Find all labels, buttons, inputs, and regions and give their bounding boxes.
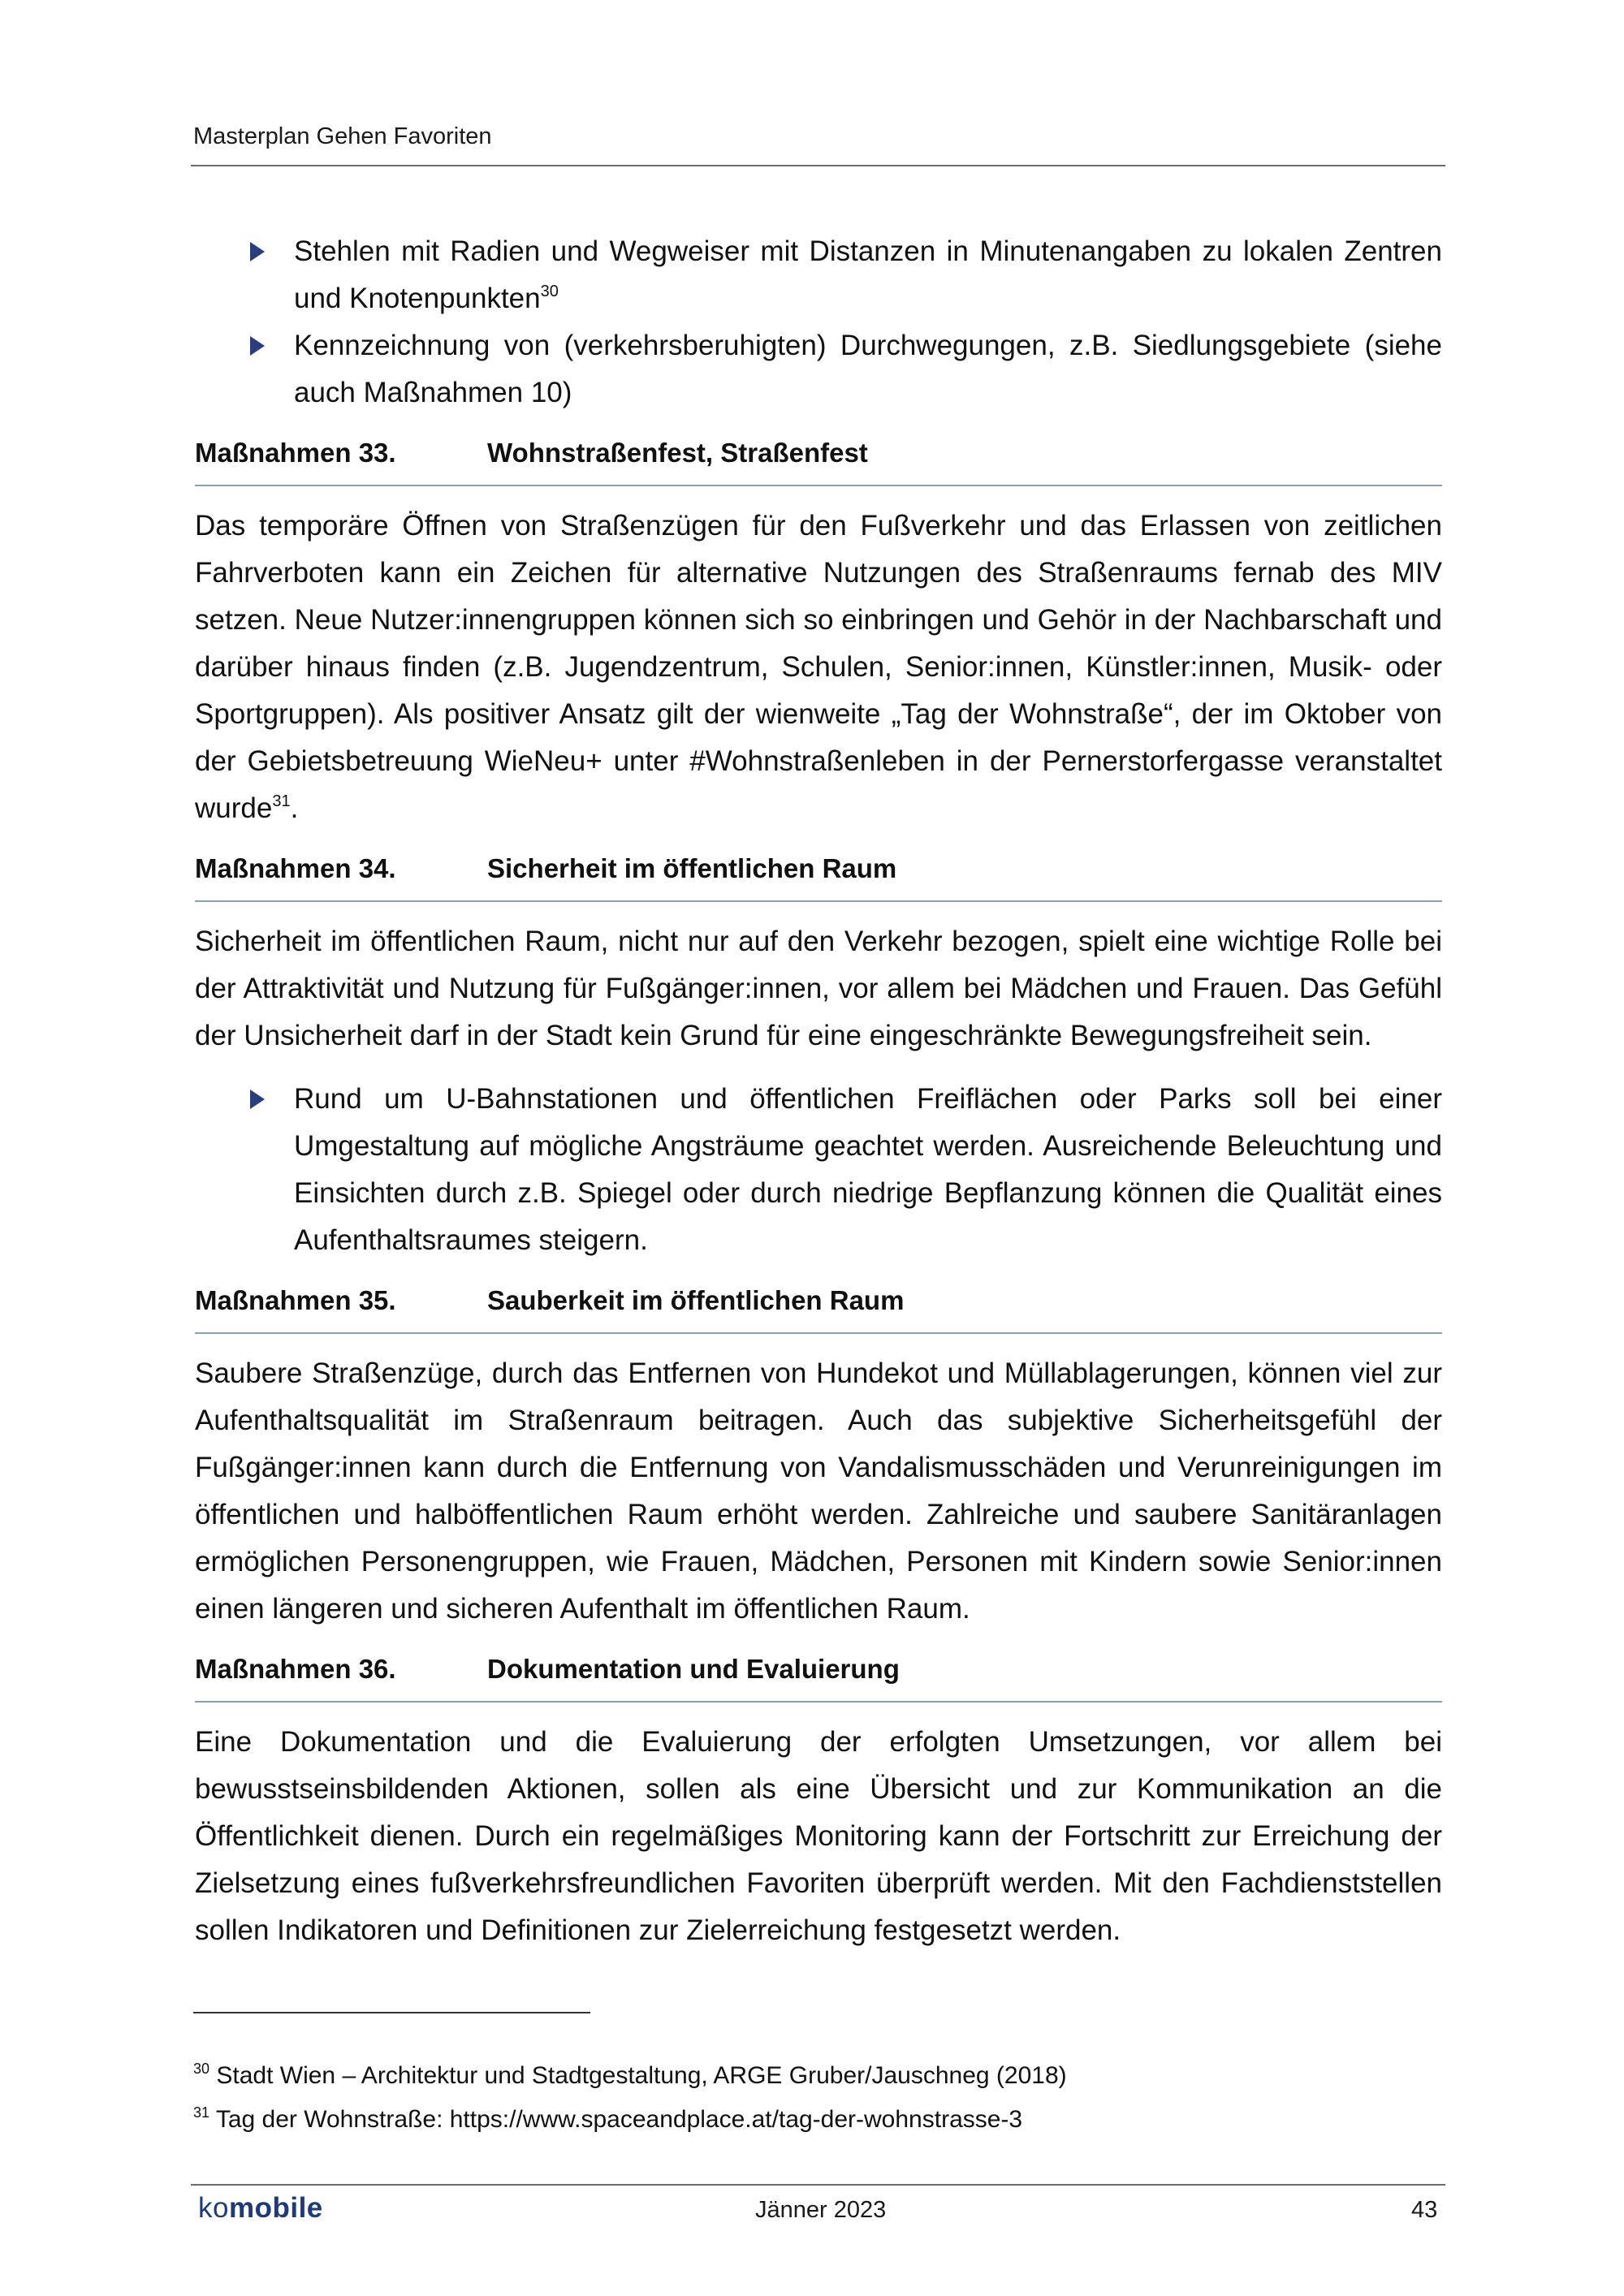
section-heading-34 <box>195 848 1442 902</box>
footnote-number: 30 <box>193 2061 210 2077</box>
footnote-ref[interactable]: 31 <box>272 792 291 810</box>
triangle-bullet-icon <box>250 1090 265 1109</box>
intro-bullet-list <box>195 228 1442 416</box>
section-number: Maßnahmen 36. <box>195 1654 396 1684</box>
list-item <box>294 322 1442 416</box>
footnote <box>193 2054 1444 2098</box>
header-divider <box>191 165 1445 166</box>
footnote-ref[interactable]: 30 <box>540 283 559 300</box>
footnote-text: Stadt Wien – Architektur und Stadtgestaltung, ARGE Gruber/Jauschneg (2018) <box>216 2062 1067 2089</box>
section-paragraph: Saubere Straßenzüge, durch das Entfernen von Hundekot und Müllablagerungen, können viel zur Aufenthaltsqualität im Straßenraum beitragen. Auch das subjektive Sicherheitsgefühl der Fußgänger:innen kann durch die Entfernung von Vandalismusschäden und Verunreinigungen im öffentlichen und halböffentlichen Raum erhöht werden. Zahlreiche und saubere Sanitäranlagen ermöglichen Personengruppen, wie Frauen, Mädchen, Personen mit Kindern sowie Senior:innen einen längeren und sicheren Aufenthalt im öffentlichen Raum. <box>195 1357 1442 1625</box>
footer-date: Jänner 2023 <box>755 2197 887 2223</box>
footnote <box>193 2098 1444 2142</box>
page-number: 43 <box>1411 2197 1438 2223</box>
section-paragraph: Sicherheit im öffentlichen Raum, nicht nur auf den Verkehr bezogen, spielt eine wichtige Rolle bei der Attraktivität und Nutzung für Fußgänger:innen, vor allem bei Mädchen und Frauen. Das Gefühl der Unsicherheit darf in der Stadt kein Grund für eine eingeschränkte Bewegungsfreiheit sein. <box>195 926 1442 1051</box>
main-content <box>195 228 1442 1954</box>
section-heading-33 <box>195 433 1442 486</box>
footnote-text: Tag der Wohnstraße: https://www.spaceandplace.at/tag-der-wohnstrasse-3 <box>215 2106 1023 2133</box>
section-title: Sicherheit im öffentlichen Raum <box>487 853 897 883</box>
section-paragraph: Eine Dokumentation und die Evaluierung der erfolgten Umsetzungen, vor allem bei bewusstseinsbildenden Aktionen, sollen als eine Übersicht und zur Kommunikation an die Öffentlichkeit dienen. Durch ein regelmäßiges Monitoring kann der Fortschritt zur Erreichung der Zielsetzung eines fußverkehrsfreundlichen Favoriten überprüft werden. Mit den Fachdienststellen sollen Indikatoren und Definitionen zur Zielerreichung festgesetzt werden. <box>195 1726 1442 1946</box>
triangle-bullet-icon <box>250 336 265 356</box>
section-number: Maßnahmen 34. <box>195 853 396 883</box>
komobile-logo: komobile <box>198 2192 323 2224</box>
bullet-text: Kennzeichnung von (verkehrsberuhigten) Durchwegungen, z.B. Siedlungsgebiete (siehe auch Maßnahmen 10) <box>294 330 1442 408</box>
section-paragraph: Das temporäre Öffnen von Straßenzügen für den Fußverkehr und das Erlassen von zeitlichen Fahrverboten kann ein Zeichen für alternative Nutzungen des Straßenraums fernab des MIV setzen. Neue Nutzer:innengruppen können sich so einbringen und Gehör in der Nachbarschaft und darüber hinaus finden (z.B. Jugendzentrum, Schulen, Senior:innen, Künstler:innen, Musik- oder Sportgruppen). Als positiver Ansatz gilt der wienweite „Tag der Wohnstraße“, der im Oktober von der Gebietsbetreuung WieNeu+ unter #Wohnstraßenleben in der Pernerstorfergasse veranstaltet wurde$^{31}$. <box>195 510 1442 824</box>
list-item <box>294 228 1442 322</box>
bullet-text: Rund um U-Bahnstationen und öffentlichen Freiflächen oder Parks soll bei einer Umgestaltung auf mögliche Angsträume geachtet werden. Ausreichende Beleuchtung und Einsichten durch z.B. Spiegel oder durch niedrige Bepflanzung können die Qualität eines Aufenthaltsraumes steigern. <box>294 1083 1442 1256</box>
section-number: Maßnahmen 35. <box>195 1285 396 1315</box>
bullet-text: Stehlen mit Radien und Wegweiser mit Distanzen in Minutenangaben zu lokalen Zentren und Knotenpunkten <box>294 235 1442 314</box>
footnote-divider <box>193 2012 590 2013</box>
triangle-bullet-icon <box>250 242 265 261</box>
section-title: Wohnstraßenfest, Straßenfest <box>487 438 868 468</box>
section-heading-35 <box>195 1280 1442 1334</box>
footnote-number: 31 <box>193 2104 210 2121</box>
running-header-title: Masterplan Gehen Favoriten <box>193 123 492 149</box>
section-title: Dokumentation und Evaluierung <box>487 1654 900 1684</box>
section-number: Maßnahmen 33. <box>195 438 396 468</box>
footnotes <box>193 2054 1444 2142</box>
footer-divider <box>191 2184 1445 2186</box>
section-bullet-list <box>195 1076 1442 1264</box>
section-heading-36 <box>195 1649 1442 1703</box>
list-item <box>294 1076 1442 1264</box>
section-title: Sauberkeit im öffentlichen Raum <box>487 1285 905 1315</box>
